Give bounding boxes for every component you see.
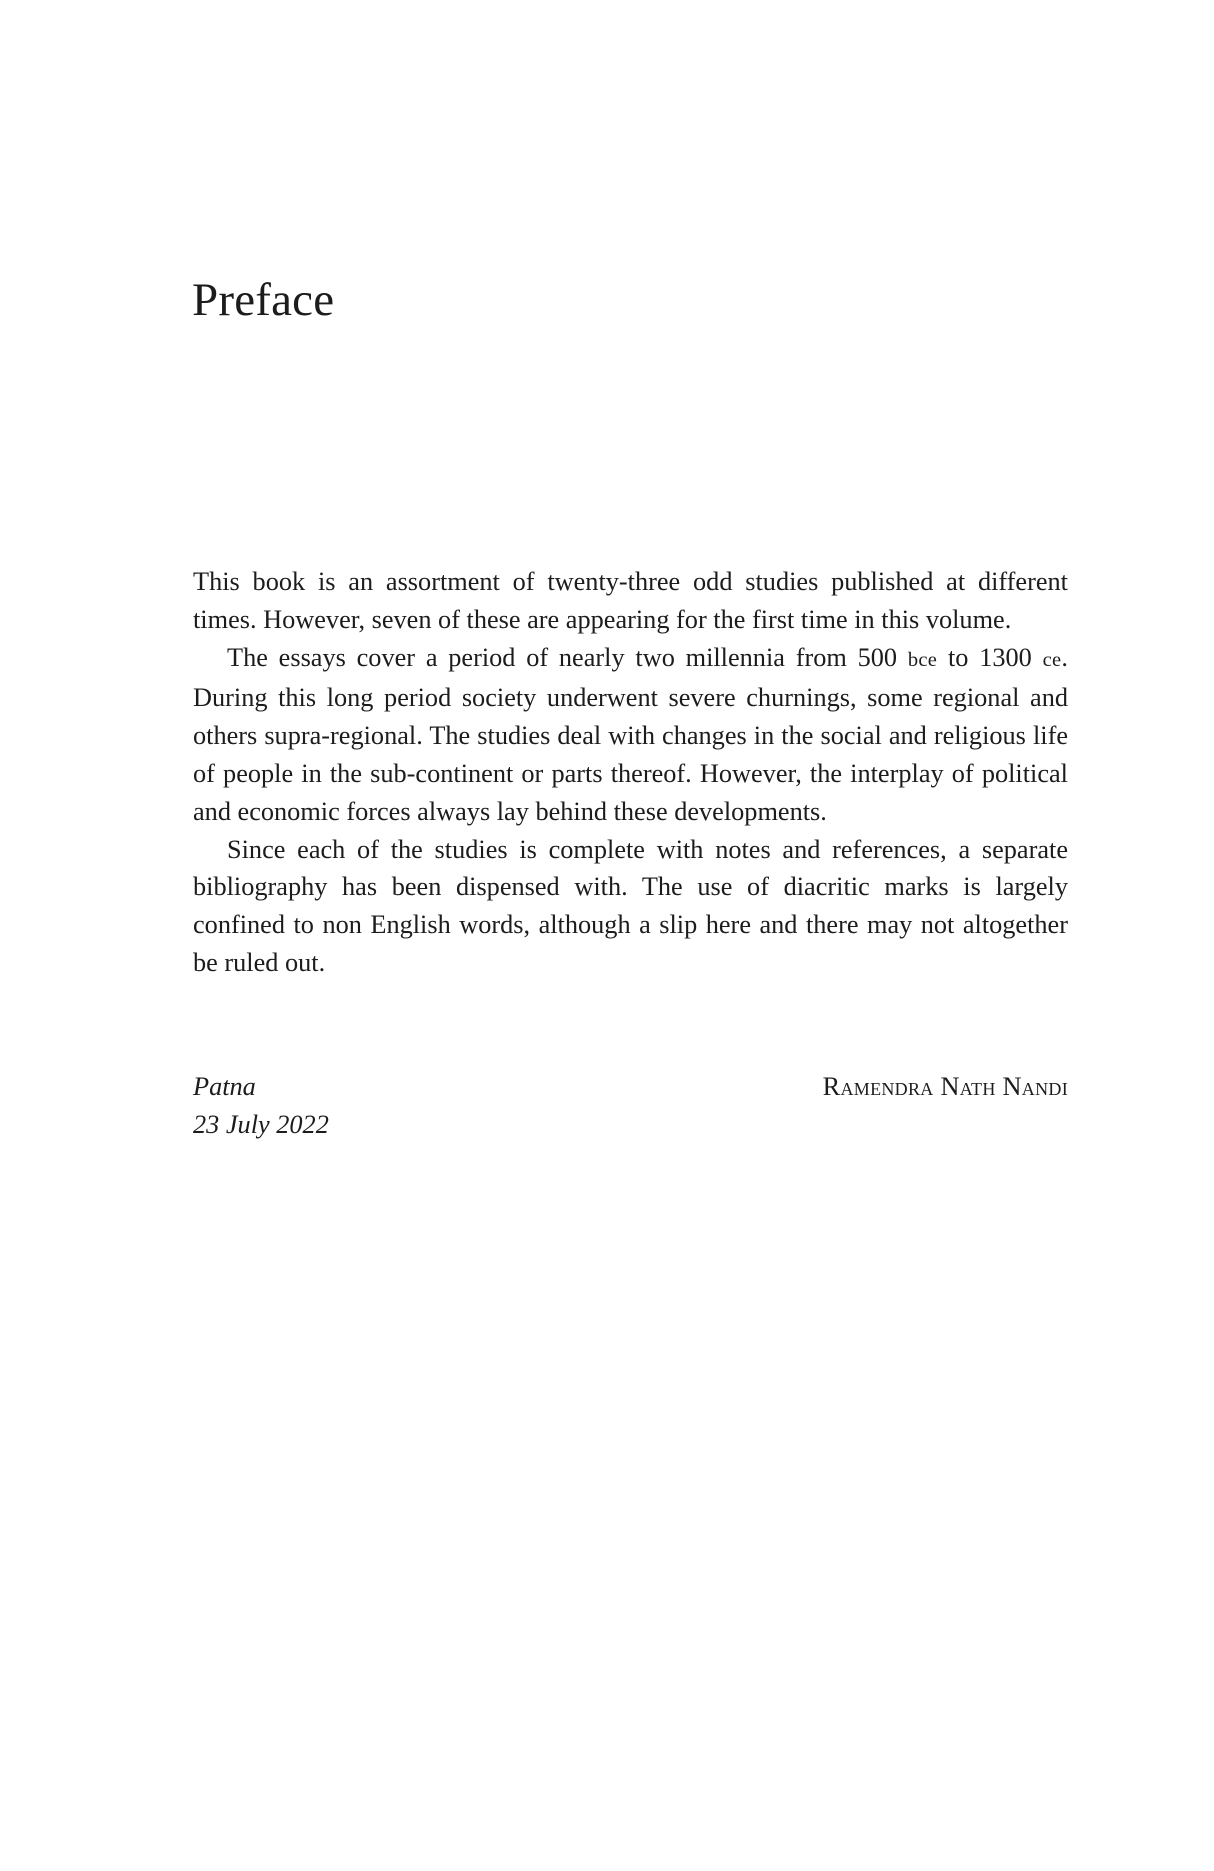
signature-block [193,1068,1068,1144]
signature-author: Ramendra Nath Nandi [822,1072,1068,1101]
paragraph-1-text: This book is an assortment of twenty-three odd studies published at different times. However, seven of these are appearing for the first time in this volume. [193,567,1068,634]
paragraph-1 [193,563,1068,639]
preface-body [193,563,1068,982]
paragraph-2 [193,639,1068,831]
era-ce: ce [1042,648,1062,671]
paragraph-2-text-b: to 1300 [937,642,1043,672]
paragraph-3 [193,831,1068,982]
signature-place: Patna [193,1072,256,1101]
paragraph-2-text-c: . During this long period society underwent severe churnings, some regional and others supra-regional. The studies deal with changes in the social and religious life of people in the sub-continent or parts thereof. However, the interplay of political and economic forces always lay behind these developments. [193,642,1068,826]
era-bce: bce [907,648,938,671]
paragraph-2-text-a: The essays cover a period of nearly two millennia from 500 [227,642,908,672]
page-title: Preface [192,274,335,326]
paragraph-3-text: Since each of the studies is complete with notes and references, a separate bibliography has been dispensed with. The use of diacritic marks is largely confined to non English words, although a slip here and there may not altogether be ruled out. [193,834,1068,977]
signature-date: 23 July 2022 [193,1110,329,1139]
